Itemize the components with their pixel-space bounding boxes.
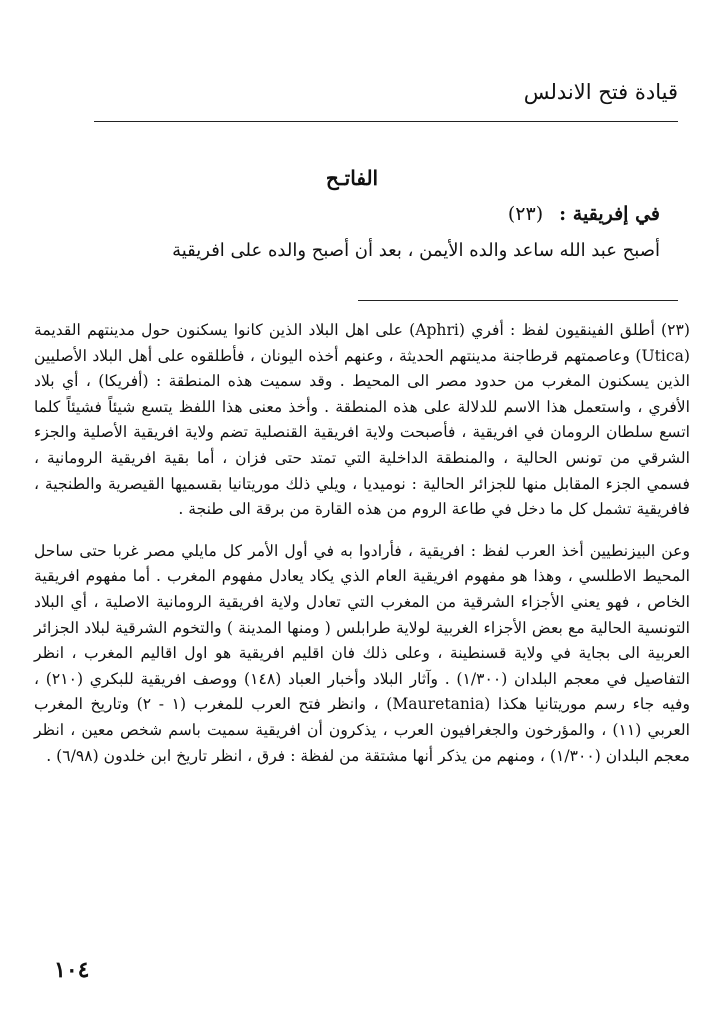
footnotes bbox=[34, 318, 690, 769]
footnote-rule bbox=[358, 300, 678, 301]
footnote-paragraph-1: (٢٣) أطلق الفينقيون لفظ : أفري (Aphri) على اهل البلاد الذين كانوا يسكنون حول مدينتهم القديمة (Utica) وعاصمتهم قرطاجنة مدينتهم الحديثة ، وعنهم أخذه اليونان ، فأطلقوه على أهل البلاد الأصليين الذين يسكنون المغرب من حدود مصر الى المحيط . وقد سميت هذه المنطقة : (أفريكا) ، أي بلاد الأفري ، واستعمل هذا الاسم للدلالة على هذه المنطقة . وأخذ معنى هذا اللفظ يتسع شيئاً فشيئاً كلما اتسع سلطان الرومان في افريقية ، فأصبحت ولاية افريقية القنصلية تضم ولاية افريقية الأصلية والجزء الشرقي من تونس الحالية ، والمنطقة الداخلية التي تمتد حتى فزان ، أما بقية افريقية الرومانية ، فسمي الجزء المقابل منها للجزائر الحالية : نوميديا ، ويلي ذلك موريتانيا بقسميها القيصرية والطنجية ، فافريقية تشمل كل ما دخل في طاعة الروم من هذه القارة من برقة الى طنجة . bbox=[34, 321, 690, 519]
body-paragraph: أصبح عبد الله ساعد والده الأيمن ، بعد أن أصبح والده على افريقية bbox=[172, 240, 660, 261]
page-number: ١٠٤ bbox=[54, 957, 90, 983]
chapter-title: الفاتـح bbox=[325, 166, 379, 190]
footnote-paragraph-2: وعن البيزنطيين أخذ العرب لفظ : افريقية ، فأرادوا به في أول الأمر كل مايلي مصر غربا حتى ساحل المحيط الاطلسي ، وهذا هو مفهوم افريقية العام الذي يكاد يعادل مفهوم المغرب . أما مفهوم افريقية الخاص ، فهو يعني الأجزاء الشرقية من المغرب التي تعادل ولاية افريقية الرومانية الاصلية ، أي البلاد التونسية الحالية مع بعض الأجزاء الغربية لولاية طرابلس ( ومنها المدينة ) والتخوم الشرقية لبلاد الجزائر العربية الى بجاية في ولاية قسنطينة ، وعلى ذلك فان اقليم افريقية هو اول اقاليم المغرب ، انظر التفاصيل في معجم البلدان (١/٣٠٠) . وآثار البلاد وأخبار العباد (١٤٨) ووصف افريقية للبكري (٢١٠) ، وفيه جاء رسم موريتانيا هكذا (Mauretania) ، وانظر فتح العرب للمغرب (١ - ٢) وتاريخ المغرب العربي (١١) ، والمؤرخون والجغرافيون العرب ، يذكرون أن افريقية سميت باسم شخص معين ، انظر معجم البلدان (١/٣٠٠) ، ومنهم من يذكر أنها مشتقة من لفظة : فرق ، انظر تاريخ ابن خلدون (٦/٩٨) . bbox=[34, 541, 690, 765]
running-header: قيادة فتح الاندلس bbox=[523, 80, 678, 104]
section-heading: في إفريقية : bbox=[559, 203, 660, 225]
section-heading-line bbox=[508, 203, 660, 225]
footnote-reference: (٢٣) bbox=[507, 203, 544, 225]
header-rule bbox=[94, 121, 678, 122]
